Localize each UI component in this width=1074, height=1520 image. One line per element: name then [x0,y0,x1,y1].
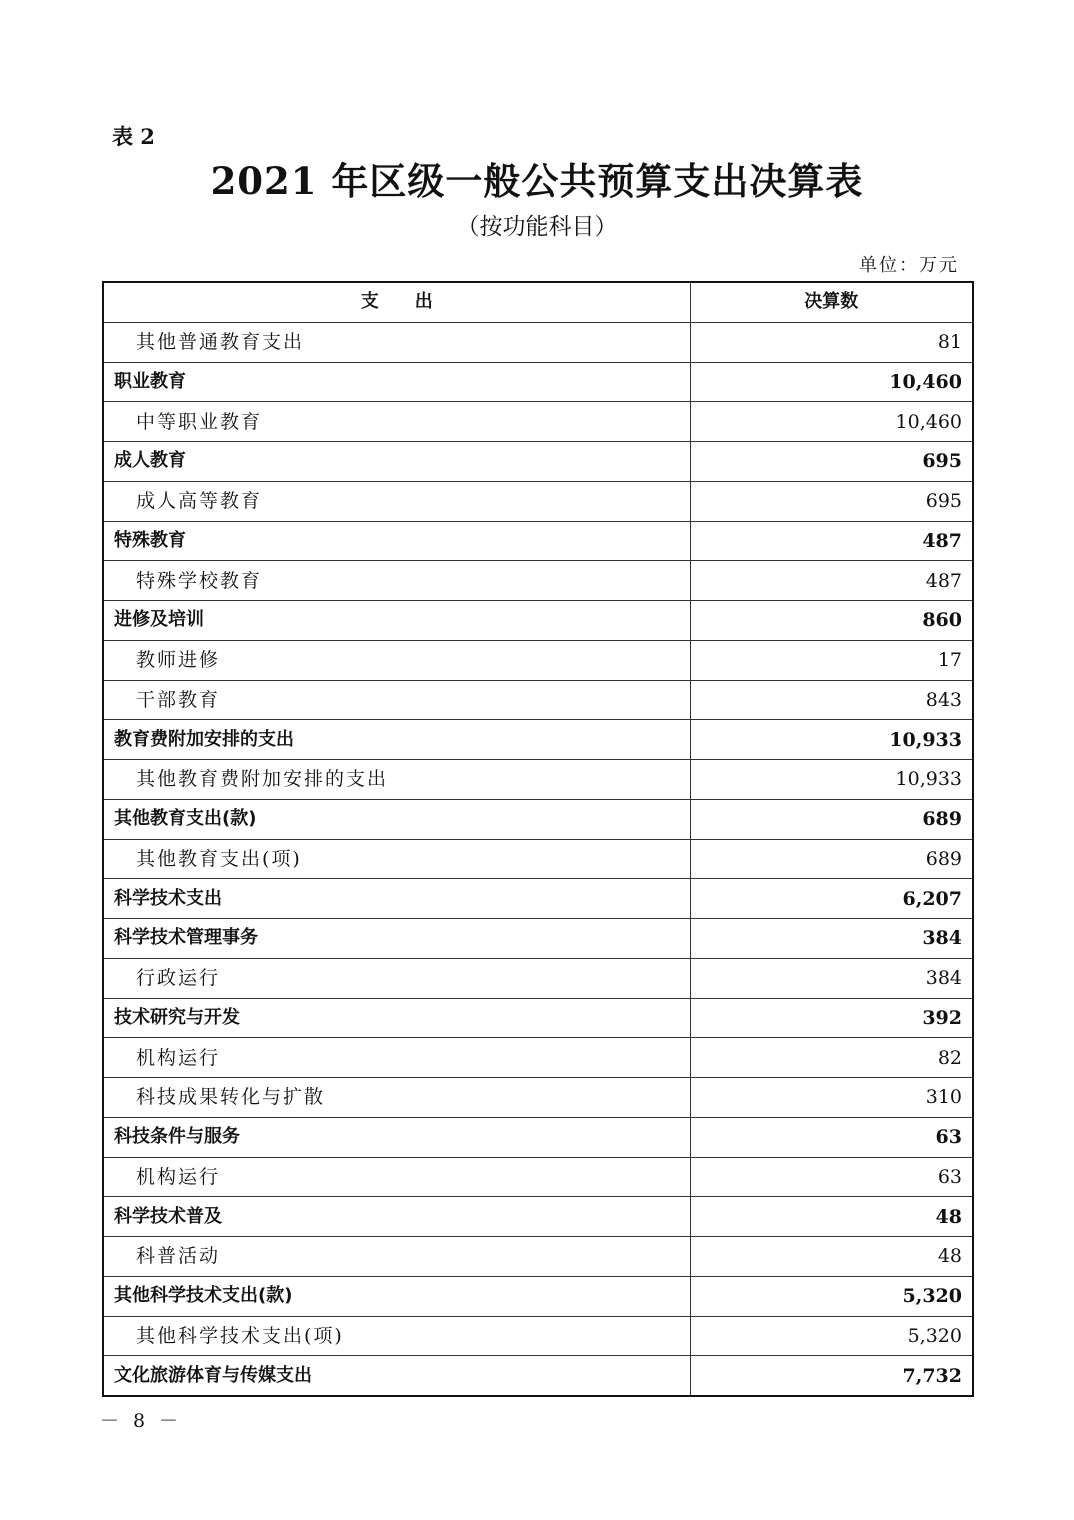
table-row [103,1157,973,1197]
table-row [103,481,973,521]
table-row [103,640,973,680]
table-row [103,322,973,362]
table-row [103,998,973,1038]
table-row [103,958,973,998]
row-item-name: 科学技术支出 [103,879,690,919]
row-item-name: 进修及培训 [103,601,690,641]
row-item-value: 5,320 [690,1276,973,1316]
table-row [103,521,973,561]
row-item-value: 487 [690,561,973,601]
row-item-value: 843 [690,680,973,720]
row-item-value: 10,460 [690,402,973,442]
page-number: － 8 － [100,1410,183,1432]
row-item-name: 其他科学技术支出(款) [103,1276,690,1316]
table-row [103,1276,973,1316]
table-header-row [103,282,973,322]
table-row [103,442,973,482]
table-row [103,720,973,760]
table-row [103,799,973,839]
row-item-value: 392 [690,998,973,1038]
row-item-name: 科技成果转化与扩散 [103,1078,690,1118]
table-row [103,561,973,601]
table-row [103,839,973,879]
table-row [103,1356,973,1396]
row-item-value: 860 [690,601,973,641]
row-item-name: 其他教育支出(项) [103,839,690,879]
table-row [103,1237,973,1277]
row-item-name: 中等职业教育 [103,402,690,442]
row-item-value: 384 [690,919,973,959]
row-item-name: 其他普通教育支出 [103,322,690,362]
row-item-name: 其他科学技术支出(项) [103,1316,690,1356]
row-item-name: 教育费附加安排的支出 [103,720,690,760]
row-item-name: 行政运行 [103,958,690,998]
row-item-name: 特殊教育 [103,521,690,561]
column-header-final-amount: 决算数 [690,282,973,322]
row-item-value: 689 [690,839,973,879]
table-row [103,879,973,919]
table-row [103,601,973,641]
row-item-value: 384 [690,958,973,998]
unit-label: 单位：万元 [859,255,959,276]
row-item-value: 17 [690,640,973,680]
row-item-value: 48 [690,1197,973,1237]
row-item-value: 48 [690,1237,973,1277]
row-item-name: 文化旅游体育与传媒支出 [103,1356,690,1396]
row-item-value: 6,207 [690,879,973,919]
row-item-name: 技术研究与开发 [103,998,690,1038]
row-item-name: 科普活动 [103,1237,690,1277]
budget-table [102,281,974,1397]
row-item-name: 科技条件与服务 [103,1117,690,1157]
row-item-name: 特殊学校教育 [103,561,690,601]
table-label: 表 2 [112,124,155,149]
row-item-value: 10,933 [690,720,973,760]
row-item-name: 教师进修 [103,640,690,680]
row-item-name: 干部教育 [103,680,690,720]
table-row [103,1197,973,1237]
row-item-value: 695 [690,442,973,482]
row-item-value: 82 [690,1038,973,1078]
row-item-name: 科学技术普及 [103,1197,690,1237]
table-row [103,1117,973,1157]
table-body [103,322,973,1396]
row-item-name: 其他教育费附加安排的支出 [103,760,690,800]
row-item-name: 其他教育支出(款) [103,799,690,839]
row-item-value: 81 [690,322,973,362]
row-item-name: 机构运行 [103,1157,690,1197]
row-item-value: 5,320 [690,1316,973,1356]
row-item-value: 310 [690,1078,973,1118]
row-item-value: 487 [690,521,973,561]
table-row [103,402,973,442]
row-item-value: 695 [690,481,973,521]
table-row [103,680,973,720]
row-item-value: 10,933 [690,760,973,800]
table-row [103,919,973,959]
table-row [103,760,973,800]
row-item-name: 成人高等教育 [103,481,690,521]
page-subtitle: （按功能科目） [456,214,618,240]
page-title: 2021 年区级一般公共预算支出决算表 [210,159,864,203]
table-row [103,1038,973,1078]
row-item-value: 63 [690,1117,973,1157]
table-row [103,362,973,402]
column-header-expenditure: 支 出 [103,282,690,322]
row-item-name: 科学技术管理事务 [103,919,690,959]
table-row [103,1316,973,1356]
row-item-value: 7,732 [690,1356,973,1396]
row-item-value: 63 [690,1157,973,1197]
row-item-value: 10,460 [690,362,973,402]
row-item-name: 机构运行 [103,1038,690,1078]
row-item-value: 689 [690,799,973,839]
row-item-name: 职业教育 [103,362,690,402]
table-row [103,1078,973,1118]
row-item-name: 成人教育 [103,442,690,482]
